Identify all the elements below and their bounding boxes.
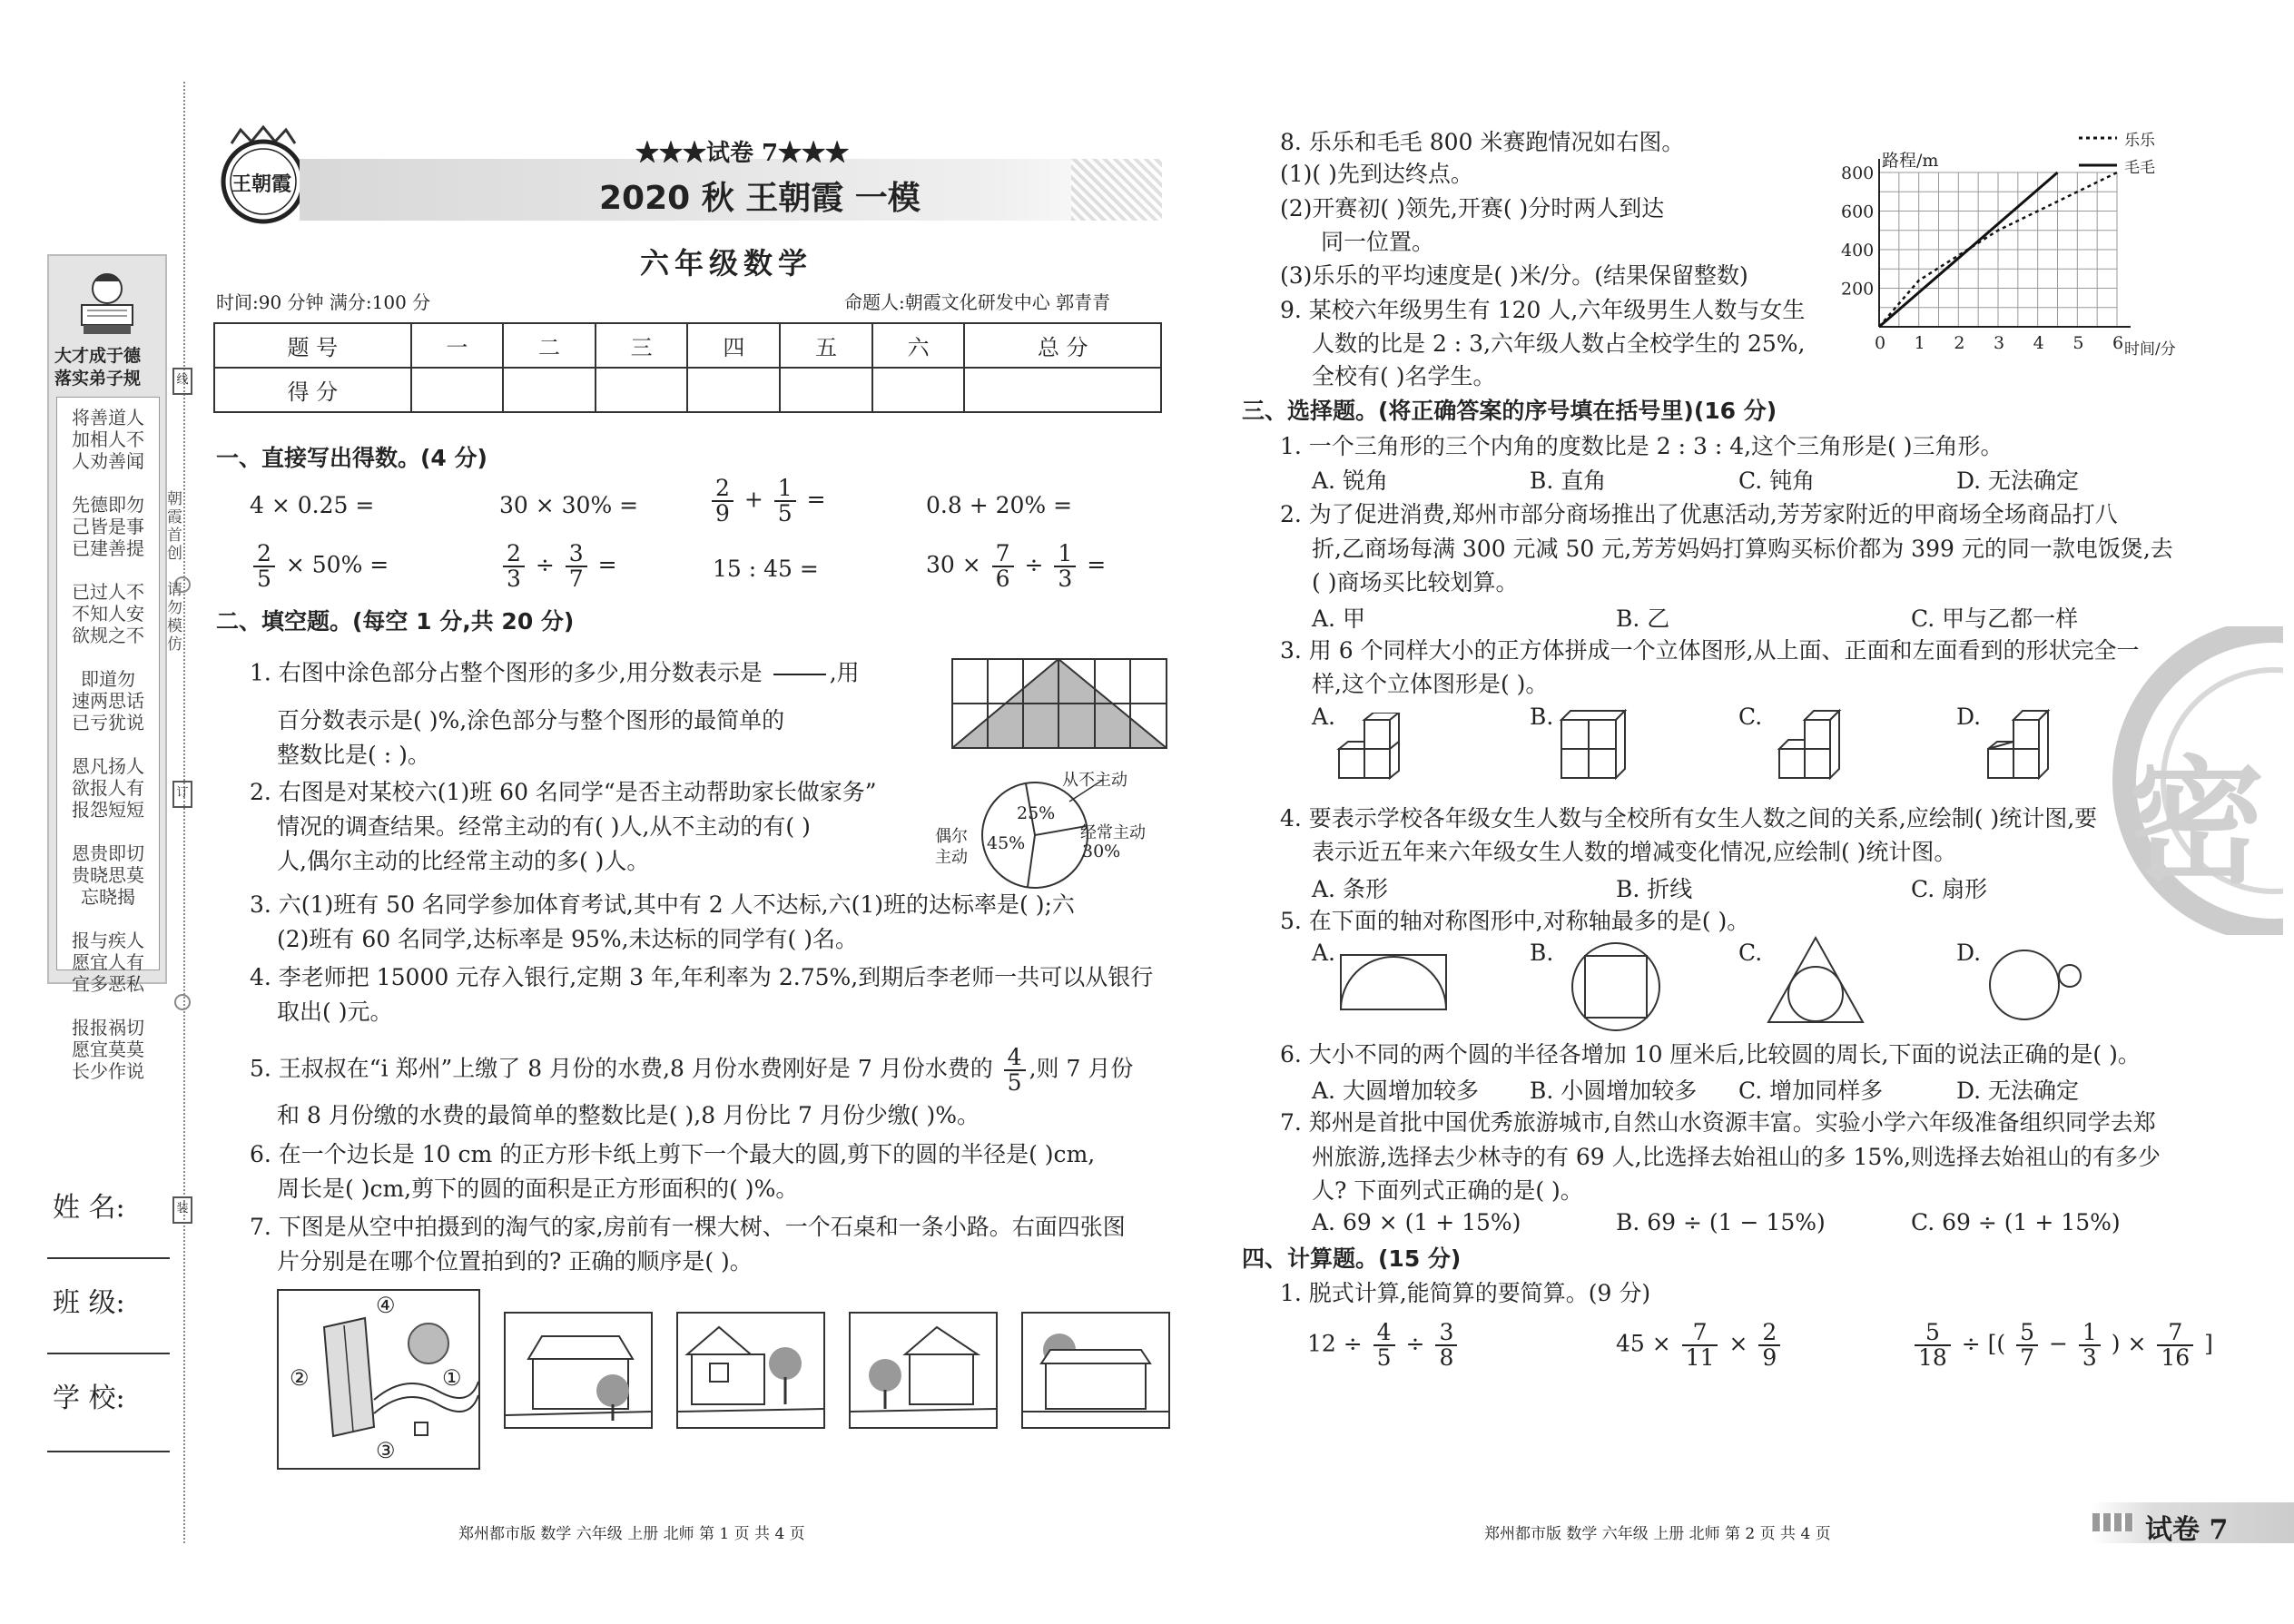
sec3-q7c: 人? 下面列式正确的是( )。 bbox=[1312, 1177, 1583, 1204]
sec1-q4: 0.8 + 20% = bbox=[926, 492, 1073, 518]
sec2-q2a: 2. 右图是对某校六(1)班 60 名同学“是否主动帮助家长做家务” bbox=[250, 779, 877, 805]
sec4-e2: 45 × $\frac{7}{11}$ × $\frac{2}{9}$ bbox=[1616, 1321, 1784, 1370]
time-info: 时间:90 分钟 满分:100 分 bbox=[216, 291, 431, 313]
q8b: (1)( )先到达终点。 bbox=[1280, 161, 1473, 187]
footer-left: 郑州都市版 数学 六年级 上册 北师 第 1 页 共 4 页 bbox=[458, 1525, 805, 1543]
sec4-q1: 1. 脱式计算,能简算的要简算。(9 分) bbox=[1280, 1280, 1651, 1306]
sec2-q2b: 情况的调查结果。经常主动的有( )人,从不主动的有( ) bbox=[277, 813, 811, 840]
sec3-q3-opt-d[interactable]: D. bbox=[1956, 704, 1982, 730]
pie-value-b: 45% bbox=[987, 833, 1026, 853]
class-line[interactable] bbox=[47, 1353, 170, 1354]
view-photo-2 bbox=[676, 1312, 825, 1429]
pie-label-b1: 偶尔 bbox=[935, 827, 968, 846]
sec3-q6-opt-d[interactable]: D. 无法确定 bbox=[1956, 1078, 2080, 1104]
view-photo-4 bbox=[1021, 1312, 1170, 1429]
circle-mark-1 bbox=[174, 576, 191, 593]
side-vertical-note: 朝 霞 首 创 请 勿 模 仿 bbox=[167, 490, 182, 654]
sec1-q1: 4 × 0.25 = bbox=[250, 492, 375, 518]
exam-title: 2020 秋 王朝霞 一模 bbox=[599, 180, 921, 217]
score-head-3: 三 bbox=[596, 323, 688, 368]
score-head-0: 题 号 bbox=[214, 323, 411, 368]
q8c: (2)开赛初( )领先,开赛( )分时两人到达 bbox=[1280, 195, 1665, 221]
sec3-q1-opt-a[interactable]: A. 锐角 bbox=[1312, 468, 1388, 494]
cube-figure-d bbox=[1984, 704, 2074, 789]
secret-stamp bbox=[2102, 626, 2283, 935]
score-row-label: 得 分 bbox=[214, 368, 411, 412]
q8d: 同一位置。 bbox=[1321, 229, 1435, 255]
mascot-figure bbox=[74, 265, 140, 338]
sec1-q3: $\frac{2}{9}$ + $\frac{1}{5}$ = bbox=[708, 477, 826, 526]
x-tick-label: 3 bbox=[1994, 333, 2005, 353]
seal-mark-2: 订 bbox=[172, 781, 192, 808]
header-ribbon-pattern bbox=[1071, 159, 1162, 221]
aerial-map bbox=[277, 1289, 480, 1470]
x-tick-label: 4 bbox=[2033, 333, 2044, 353]
map-label-4: ④ bbox=[376, 1293, 396, 1318]
score-cell[interactable] bbox=[964, 368, 1161, 412]
sec3-q2b: 折,乙商场每满 300 元减 50 元,芳芳妈妈打算购买标价都为 399 元的同一款电饭煲,去 bbox=[1312, 536, 2173, 562]
sec3-q3-opt-c[interactable]: C. bbox=[1738, 704, 1763, 730]
school-line[interactable] bbox=[47, 1451, 170, 1452]
sec2-q1a: 1. 右图中涂色部分占整个图形的多少,用分数表示是 ,用 bbox=[250, 650, 860, 699]
sec3-q3b: 样,这个立体图形是( )。 bbox=[1312, 671, 1549, 697]
motto-top-1: 大才成于德 bbox=[54, 346, 142, 366]
shape-semicircle-rect bbox=[1339, 953, 1448, 1016]
sec2-q3b: (2)班有 60 名同学,达标率是 95%,未达标的同学有( )名。 bbox=[277, 926, 858, 952]
sec2-q6a: 6. 在一个边长是 10 cm 的正方形卡纸上剪下一个最大的圆,剪下的圆的半径是( )cm, bbox=[250, 1141, 1096, 1167]
sec3-q2c: ( )商场买比较划算。 bbox=[1312, 569, 1519, 595]
sec2-title: 二、填空题。(每空 1 分,共 20 分) bbox=[216, 608, 575, 635]
q9a: 9. 某校六年级男生有 120 人,六年级男生人数与女生 bbox=[1280, 297, 1806, 323]
score-head-7: 总 分 bbox=[964, 323, 1161, 368]
sec3-q5: 5. 在下面的轴对称图形中,对称轴最多的是( )。 bbox=[1280, 908, 1750, 934]
sec3-q1-opt-c[interactable]: C. 钝角 bbox=[1738, 468, 1816, 494]
map-label-3: ③ bbox=[376, 1438, 396, 1463]
map-label-1: ① bbox=[442, 1365, 462, 1391]
score-cell[interactable] bbox=[780, 368, 872, 412]
score-head-2: 二 bbox=[503, 323, 596, 368]
sec3-q4a: 4. 要表示学校各年级女生人数与全校所有女生人数之间的关系,应绘制( )统计图,要 bbox=[1280, 805, 2098, 832]
score-cell[interactable] bbox=[687, 368, 780, 412]
sec3-q2-opt-c[interactable]: C. 甲与乙都一样 bbox=[1911, 605, 2079, 632]
seal-mark-1: 线 bbox=[172, 368, 192, 395]
score-cell[interactable] bbox=[411, 368, 504, 412]
sec3-q4-opt-a[interactable]: A. 条形 bbox=[1312, 876, 1388, 902]
sec3-q7b: 州旅游,选择去少林寺的有 69 人,比选择去始祖山的多 15%,则选择去始祖山的有多少 bbox=[1312, 1144, 2161, 1170]
sec1-q8: 30 × $\frac{7}{6}$ ÷ $\frac{1}{3}$ = bbox=[926, 540, 1107, 592]
sec3-q7-opt-a[interactable]: A. 69 × (1 + 15%) bbox=[1312, 1209, 1521, 1235]
binding-dotted-line bbox=[183, 82, 185, 1543]
footer-badge bbox=[2092, 1502, 2294, 1546]
q9c: 全校有( )名学生。 bbox=[1312, 363, 1496, 389]
author-info: 命题人:朝霞文化研发中心 郭青青 bbox=[844, 291, 1111, 313]
pie-label-c1: 经常主动 bbox=[1080, 823, 1146, 842]
sec1-q6: $\frac{2}{3}$ ÷ $\frac{3}{7}$ = bbox=[499, 542, 617, 591]
sec3-q5-opt-a[interactable]: A. bbox=[1312, 940, 1336, 966]
sec2-q1b: 百分数表示是( )%,涂色部分与整个图形的最简单的 bbox=[277, 707, 785, 733]
score-head-6: 六 bbox=[872, 323, 965, 368]
shape-triangle-circle bbox=[1766, 935, 1866, 1029]
answer-fraction-blank[interactable] bbox=[773, 650, 826, 699]
score-head-1: 一 bbox=[411, 323, 504, 368]
x-tick-label: 1 bbox=[1914, 333, 1925, 353]
sec4-title: 四、计算题。(15 分) bbox=[1242, 1245, 1462, 1272]
sec3-q2-opt-a[interactable]: A. 甲 bbox=[1312, 605, 1365, 632]
sec3-q1: 1. 一个三角形的三个内角的度数比是 2 : 3 : 4,这个三角形是( )三角形。 bbox=[1280, 433, 2004, 459]
sec3-q7-opt-b[interactable]: B. 69 ÷ (1 − 15%) bbox=[1616, 1209, 1826, 1235]
motto-panel bbox=[47, 254, 167, 1082]
sec3-q7a: 7. 郑州是首批中国优秀旅游城市,自然山水资源丰富。实验小学六年级准备组织同学去郑 bbox=[1280, 1109, 2156, 1136]
sec1-title: 一、直接写出得数。(4 分) bbox=[216, 445, 487, 471]
logo-text: 王朝霞 bbox=[231, 172, 292, 196]
sec2-q2c: 人,偶尔主动的比经常主动的多( )人。 bbox=[277, 848, 650, 874]
sec2-q1c: 整数比是( : )。 bbox=[277, 742, 430, 768]
pie-value-a: 25% bbox=[1017, 803, 1056, 823]
sec2-q4a: 4. 李老师把 15000 元存入银行,定期 3 年,年利率为 2.75%,到期后李老师一共可以从银行 bbox=[250, 964, 1154, 990]
q8e: (3)乐乐的平均速度是( )米/分。(结果保留整数) bbox=[1280, 262, 1748, 289]
score-head-5: 五 bbox=[780, 323, 872, 368]
sec3-q3-opt-a[interactable]: A. bbox=[1312, 704, 1336, 730]
sec3-q4b: 表示近五年来六年级女生人数的增减变化情况,应绘制( )统计图。 bbox=[1312, 839, 1957, 865]
pie-value-c: 30% bbox=[1082, 842, 1121, 861]
sec1-q7: 15 : 45 = bbox=[713, 556, 819, 582]
sec3-q5-opt-d[interactable]: D. bbox=[1956, 940, 1982, 966]
sec2-q4b: 取出( )元。 bbox=[277, 999, 393, 1025]
y-tick-label: 400 bbox=[1841, 241, 1875, 261]
score-table bbox=[213, 322, 1162, 413]
sec2-q7a: 7. 下图是从空中拍摄到的淘气的家,房前有一棵大树、一个石桌和一条小路。右面四张图 bbox=[250, 1214, 1126, 1240]
stamp-text: 密 bbox=[2129, 744, 2266, 902]
sec3-q5-opt-c[interactable]: C. bbox=[1738, 940, 1763, 966]
badge-text: 试卷 7 bbox=[2145, 1514, 2229, 1546]
sec3-q1-opt-d[interactable]: D. 无法确定 bbox=[1956, 468, 2080, 494]
pie-label-a: 从不主动 bbox=[1062, 771, 1127, 790]
score-cell[interactable] bbox=[596, 368, 688, 412]
q8a: 8. 乐乐和毛毛 800 米赛跑情况如右图。 bbox=[1280, 129, 1685, 155]
sec3-q4-opt-c[interactable]: C. 扇形 bbox=[1911, 876, 1988, 902]
sec3-q2a: 2. 为了促进消费,郑州市部分商场推出了优惠活动,芳芳家附近的甲商场全场商品打八 bbox=[1280, 501, 2118, 527]
sec3-q2-opt-b[interactable]: B. 乙 bbox=[1616, 605, 1670, 632]
y-tick-label: 200 bbox=[1841, 279, 1875, 300]
legend-series-2: 毛毛 bbox=[2124, 159, 2155, 177]
footer-right: 郑州都市版 数学 六年级 上册 北师 第 2 页 共 4 页 bbox=[1484, 1525, 1831, 1543]
cube-figure-b bbox=[1557, 704, 1648, 789]
view-photo-3 bbox=[849, 1312, 998, 1429]
sec3-q6: 6. 大小不同的两个圆的半径各增加 10 厘米后,比较圆的周长,下面的说法正确的是( )。 bbox=[1280, 1041, 2141, 1068]
sec1-q2: 30 × 30% = bbox=[499, 492, 639, 518]
badge-squares bbox=[2092, 1513, 2133, 1531]
logo bbox=[213, 125, 313, 225]
x-tick-label: 0 bbox=[1875, 333, 1886, 353]
sec2-q3a: 3. 六(1)班有 50 名同学参加体育考试,其中有 2 人不达标,六(1)班的达标率是( );六 bbox=[250, 891, 1075, 918]
chart-xlabel: 时间/分 bbox=[2124, 340, 2176, 359]
cube-figure-c bbox=[1775, 704, 1866, 789]
pie-label-b2: 主动 bbox=[935, 848, 968, 867]
cube-figure-a bbox=[1334, 713, 1425, 789]
sec1-q5: $\frac{2}{5}$ × 50% = bbox=[250, 542, 389, 591]
score-cell[interactable] bbox=[503, 368, 596, 412]
seal-mark-3: 装 bbox=[172, 1196, 192, 1224]
map-label-2: ② bbox=[290, 1365, 310, 1391]
shaded-grid-figure bbox=[951, 658, 1167, 753]
exam-subject: 六年级数学 bbox=[640, 246, 813, 281]
sec3-q3-opt-b[interactable]: B. bbox=[1530, 704, 1554, 730]
school-label: 学 校: bbox=[53, 1383, 125, 1414]
y-tick-label: 600 bbox=[1841, 202, 1875, 222]
circle-mark-2 bbox=[174, 994, 191, 1010]
sec2-q7b: 片分别是在哪个位置拍到的? 正确的顺序是( )。 bbox=[277, 1248, 753, 1275]
sec3-q7-opt-c[interactable]: C. 69 ÷ (1 + 15%) bbox=[1911, 1209, 2121, 1235]
shape-circle-square bbox=[1569, 940, 1664, 1038]
class-label: 班 级: bbox=[53, 1287, 125, 1319]
name-label: 姓 名: bbox=[53, 1192, 125, 1224]
sec3-q1-opt-b[interactable]: B. 直角 bbox=[1530, 468, 1607, 494]
x-tick-label: 5 bbox=[2072, 333, 2084, 353]
shape-two-circles bbox=[1988, 944, 2083, 1029]
sec2-q6b: 周长是( )cm,剪下的圆的面积是正方形面积的( )%。 bbox=[277, 1176, 799, 1202]
score-cell[interactable] bbox=[872, 368, 965, 412]
y-tick-label: 800 bbox=[1841, 163, 1875, 183]
q9b: 人数的比是 2 : 3,六年级人数占全校学生的 25%, bbox=[1312, 330, 1806, 357]
sec3-q6-opt-b[interactable]: B. 小圆增加较多 bbox=[1530, 1078, 1698, 1104]
chart-ylabel: 路程/m bbox=[1882, 151, 1939, 171]
sec2-q5a: 5. 王叔叔在“i 郑州”上缴了 8 月份的水费,8 月份水费刚好是 7 月份水费的 $\frac{4}{5}$ ,则 7 月份 bbox=[250, 1044, 1134, 1096]
sec3-title: 三、选择题。(将正确答案的序号填在括号里)(16 分) bbox=[1242, 398, 1777, 424]
name-line[interactable] bbox=[47, 1257, 170, 1259]
score-head-4: 四 bbox=[687, 323, 780, 368]
sec3-q6-opt-a[interactable]: A. 大圆增加较多 bbox=[1312, 1078, 1479, 1104]
legend-series-1: 乐乐 bbox=[2124, 132, 2155, 150]
sec4-e3: $\frac{5}{18}$ ÷ [( $\frac{5}{7}$ − $\frac{1}{3}$ ) × $\frac{7}{16}$ ] bbox=[1911, 1321, 2213, 1370]
sec3-q5-opt-b[interactable]: B. bbox=[1530, 940, 1554, 966]
sec2-q5b: 和 8 月份缴的水费的最简单的整数比是( ),8 月份比 7 月份少缴( )%。 bbox=[277, 1102, 980, 1128]
pie-figure bbox=[926, 767, 1171, 894]
sec3-q6-opt-c[interactable]: C. 增加同样多 bbox=[1738, 1078, 1884, 1104]
sec3-q4-opt-b[interactable]: B. 折线 bbox=[1616, 876, 1693, 902]
view-photo-1 bbox=[504, 1312, 653, 1429]
race-chart bbox=[1825, 127, 2179, 363]
x-tick-label: 2 bbox=[1954, 333, 1965, 353]
sec4-e1: 12 ÷ $\frac{4}{5}$ ÷ $\frac{3}{8}$ bbox=[1307, 1321, 1461, 1370]
motto-top-2: 落实弟子规 bbox=[54, 369, 142, 389]
motto-text-block: 将善道人 加相人不 人劝善闻 先德即勿 己皆是事 已建善提 已过人不 不知人安 欲规之不 即道勿 速两思话 已亏犹说 恩凡扬人 欲报人有 报怨短短 恩贵即切 贵晓思莫 忘晓揭 报与疾人 愿宜人有 宜多恶私 报报祸切 愿宜莫莫 长少作说 bbox=[56, 397, 160, 970]
sec3-q3a: 3. 用 6 个同样大小的正方体拼成一个立体图形,从上面、正面和左面看到的形状完全一 bbox=[1280, 637, 2140, 664]
x-tick-label: 6 bbox=[2112, 333, 2124, 353]
paper-number: ★★★试卷 7★★★ bbox=[635, 140, 850, 167]
